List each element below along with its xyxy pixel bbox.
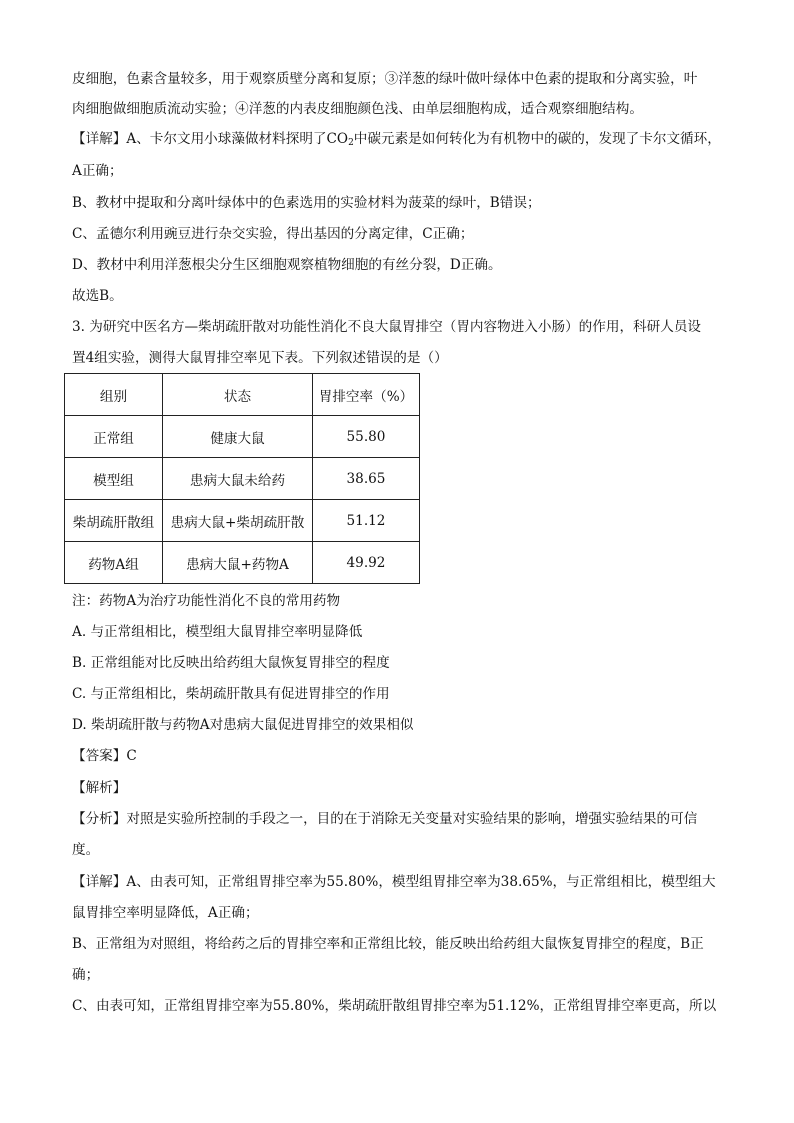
table-row	[65, 542, 420, 584]
table-cell: 38.65	[313, 458, 420, 500]
table-cell: 患病大鼠+柴胡疏肝散	[163, 500, 313, 542]
text-line: D、教材中利用洋葱根尖分生区细胞观察植物细胞的有丝分裂，D正确。	[72, 257, 502, 273]
option-a: A. 与正常组相比，模型组大鼠胃排空率明显降低	[72, 624, 363, 640]
option-c: C. 与正常组相比，柴胡疏肝散具有促进胃排空的作用	[72, 686, 390, 702]
text-line: 确；	[72, 967, 100, 983]
analysis-title: 【解析】	[72, 780, 127, 796]
table-note: 注：药物A为治疗功能性消化不良的常用药物	[72, 593, 341, 609]
table-cell: 正常组	[65, 416, 163, 458]
table-cell: 柴胡疏肝散组	[65, 500, 163, 542]
table-header-cell: 胃排空率（%）	[313, 374, 420, 416]
table-row	[65, 458, 420, 500]
question-stem: 置4组实验，测得大鼠胃排空率见下表。下列叙述错误的是（）	[72, 350, 448, 366]
analysis-text: 对照是实验所控制的手段之一，目的在于消除无关变量对实验结果的影响，增强实验结果的可信	[126, 811, 698, 827]
table-header-row	[65, 374, 420, 416]
detail-tag: 【详解】	[72, 131, 127, 147]
detail-paragraph	[72, 872, 716, 892]
text-line: A正确；	[72, 163, 123, 179]
table-cell: 患病大鼠+药物A	[163, 542, 313, 584]
detail-text: A、卡尔文用小球藻做材料探明了CO	[126, 131, 349, 147]
table-cell: 患病大鼠未给药	[163, 458, 313, 500]
table-cell: 健康大鼠	[163, 416, 313, 458]
text-line: C、由表可知，正常组胃排空率为55.80%，柴胡疏肝散组胃排空率为51.12%，正常组胃排空率更高，所以	[72, 998, 717, 1014]
detail-text: 中碳元素是如何转化为有机物中的碳的，发现了卡尔文循环，	[353, 131, 721, 147]
table-cell: 51.12	[313, 500, 420, 542]
option-b: B. 正常组能对比反映出给药组大鼠恢复胃排空的程度	[72, 655, 390, 671]
detail-text: A、由表可知，正常组胃排空率为55.80%，模型组胃排空率为38.65%，与正常组相比，模型组大	[126, 874, 716, 890]
subscript: 2	[348, 138, 354, 148]
answer-line	[72, 746, 137, 766]
text-line: 故选B。	[72, 288, 123, 304]
option-d: D. 柴胡疏肝散与药物A对患病大鼠促进胃排空的效果相似	[72, 717, 414, 733]
text-line: 度。	[72, 842, 100, 858]
table-header-cell: 组别	[65, 374, 163, 416]
table-cell: 49.92	[313, 542, 420, 584]
table-cell: 55.80	[313, 416, 420, 458]
analysis-paragraph	[72, 809, 697, 829]
text-line: 鼠胃排空率明显降低，A正确；	[72, 905, 259, 921]
text-line: 肉细胞做细胞质流动实验；④洋葱的内表皮细胞颜色浅、由单层细胞构成，适合观察细胞结构。	[72, 101, 643, 117]
detail-tag: 【详解】	[72, 874, 127, 890]
question-stem: 3. 为研究中医名方—柴胡疏肝散对功能性消化不良大鼠胃排空（胃内容物进入小肠）的作用，科研人员设	[72, 319, 702, 335]
answer-tag: 【答案】	[72, 748, 127, 764]
answer-value: C	[126, 748, 137, 764]
analysis-tag: 【分析】	[72, 811, 127, 827]
table-cell: 模型组	[65, 458, 163, 500]
data-table	[64, 373, 420, 584]
table-cell: 药物A组	[65, 542, 163, 584]
text-line: 皮细胞，色素含量较多，用于观察质壁分离和复原；③洋葱的绿叶做叶绿体中色素的提取和分离实验，叶	[72, 71, 698, 87]
text-line: B、正常组为对照组，将给药之后的胃排空率和正常组比较，能反映出给药组大鼠恢复胃排空的程度，B正	[72, 936, 704, 952]
text-line: C、孟德尔利用豌豆进行杂交实验，得出基因的分离定律，C正确；	[72, 226, 474, 242]
detail-paragraph	[72, 129, 721, 153]
table-row	[65, 500, 420, 542]
table-header-cell: 状态	[163, 374, 313, 416]
text-line: B、教材中提取和分离叶绿体中的色素选用的实验材料为菠菜的绿叶，B错误；	[72, 195, 541, 211]
table-row	[65, 416, 420, 458]
